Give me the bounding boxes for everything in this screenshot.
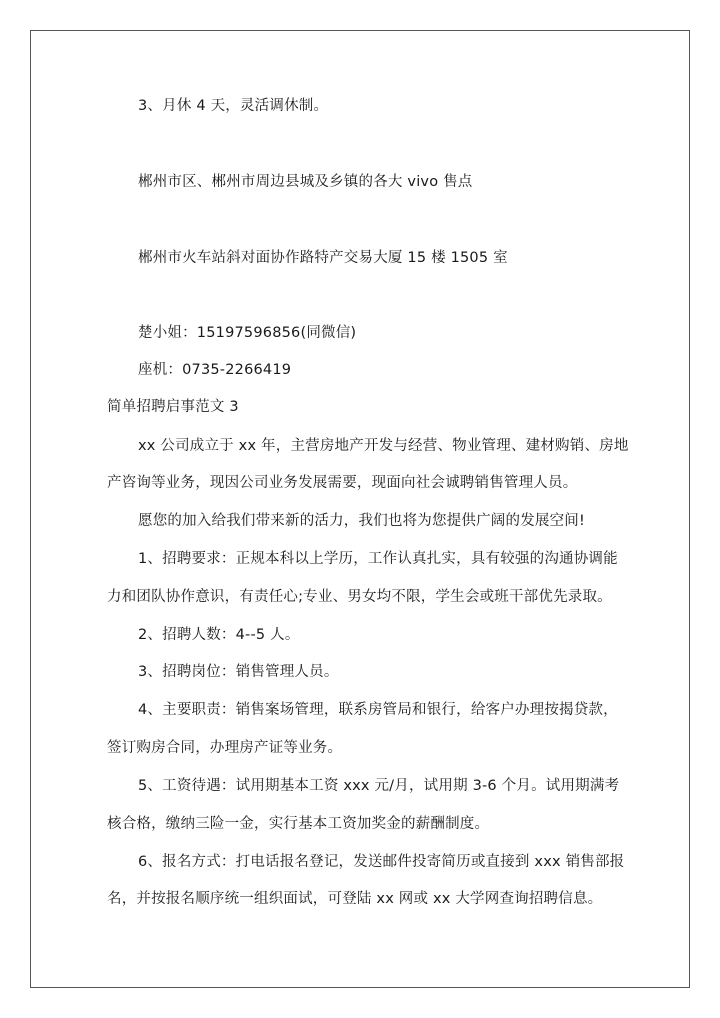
paragraph-line: 1、招聘要求：正规本科以上学历，工作认真扎实，具有较强的沟通协调能 [138,551,618,567]
paragraph-line: 4、主要职责：销售案场管理，联系房管局和银行，给客户办理按揭贷款， [138,702,618,718]
paragraph-line: 6、报名方式：打电话报名登记，发送邮件投寄简历或直接到 xxx 销售部报 [138,854,625,870]
paragraph-line: 郴州市火车站斜对面协作路特产交易大厦 15 楼 1505 室 [138,250,508,266]
paragraph-line: 3、月休 4 天，灵活调休制。 [138,98,329,114]
paragraph-line: 郴州市区、郴州市周边县城及乡镇的各大 vivo 售点 [138,174,473,190]
paragraph-line: xx 公司成立于 xx 年，主营房地产开发与经营、物业管理、建材购销、房地 [138,438,629,454]
paragraph-line: 力和团队协作意识，有责任心;专业、男女均不限，学生会或班干部优先录取。 [107,589,612,605]
section-title: 简单招聘启事范文 3 [107,399,239,415]
paragraph-line: 产咨询等业务，现因公司业务发展需要，现面向社会诚聘销售管理人员。 [107,475,578,491]
paragraph-line: 2、招聘人数：4--5 人。 [138,627,300,643]
contact-name-line: 楚小姐：15197596856(同微信) [138,325,357,341]
paragraph-line: 名，并按报名顺序统一组织面试，可登陆 xx 网或 xx 大学网查询招聘信息。 [107,891,603,907]
paragraph-line: 5、工资待遇：试用期基本工资 xxx 元/月，试用期 3-6 个月。试用期满考 [138,778,620,794]
paragraph-line: 签订购房合同，办理房产证等业务。 [107,740,343,756]
paragraph-line: 核合格，缴纳三险一金，实行基本工资加奖金的薪酬制度。 [107,816,490,832]
paragraph-line: 3、招聘岗位：销售管理人员。 [138,664,339,680]
contact-phone-line: 座机：0735-2266419 [138,362,292,378]
paragraph-line: 愿您的加入给我们带来新的活力，我们也将为您提供广阔的发展空间! [138,513,586,529]
